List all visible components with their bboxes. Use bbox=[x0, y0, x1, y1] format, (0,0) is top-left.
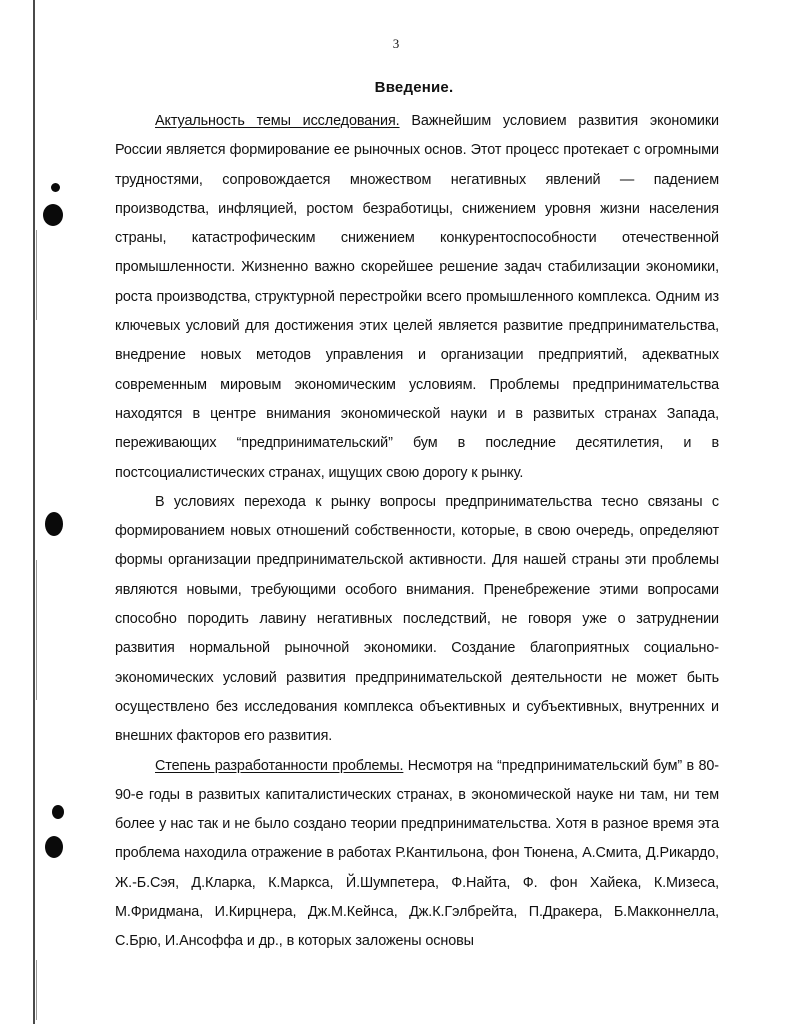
body-text bbox=[115, 107, 719, 957]
binding-edge-speck bbox=[36, 560, 37, 700]
paragraph-text-relevance: Важнейшим условием развития экономики России является формирование ее рыночных основ. Этот процесс протекает с огромными трудностями, сопровождается множеством негативных явлений — падением производства, инфляцией, ростом безработицы, снижением уровня жизни населения страны, катастрофическим снижением конкурентоспособности отечественной промышленности. Жизненно важно скорейшее решение задач стабилизации экономики, роста производства, структурной перестройки всего промышленного комплекса. Одним из ключевых условий для достижения этих целей является развитие предпринимательства, внедрение новых методов управления и организации предприятий, адекватных современным мировым экономическим условиям. Проблемы предпринимательства находятся в центре внимания экономической науки и в развитых странах Запада, переживающих “предпринимательский” бум в последние десятилетия, и в постсоциалистических странах, ищущих свою дорогу к рынку. bbox=[115, 113, 719, 481]
paragraph-transition bbox=[115, 488, 719, 752]
paragraph-lead-relevance: Актуальность темы исследования. bbox=[155, 113, 400, 129]
punch-hole-mark bbox=[45, 836, 63, 858]
section-title: Введение. bbox=[374, 79, 454, 96]
punch-hole-mark bbox=[45, 512, 63, 536]
punch-hole-mark bbox=[51, 183, 60, 192]
punch-hole-mark bbox=[43, 204, 63, 226]
paragraph-text-transition: В условиях перехода к рынку вопросы предпринимательства тесно связаны с формированием новых отношений собственности, которые, в свою очередь, определяют формы организации предпринимательской активности. Для нашей страны эти проблемы являются новыми, требующими особого внимания. Пренебрежение этими вопросами способно породить лавину негативных последствий, не говоря уже о затруднении развития нормальной рыночной экономики. Создание благоприятных социально-экономических условий развития предпринимательской деятельности не может быть осуществлено без исследования комплекса объективных и субъективных, внутренних и внешних факторов его развития. bbox=[115, 493, 719, 745]
paragraph-relevance bbox=[115, 107, 719, 488]
page-number: 3 bbox=[392, 36, 400, 51]
binding-edge-speck bbox=[36, 960, 37, 1020]
binding-edge-line bbox=[33, 0, 35, 1024]
paragraph-text-development-degree: Несмотря на “предпринимательский бум” в 80-90-е годы в развитых капиталистических странах, в экономической науке ни там, ни тем более у нас так и не было создано теории предпринимательства. Хотя в разное время эта проблема находила отражение в работах Р.Кантильона, фон Тюнена, А.Смита, Д.Рикардо, Ж.-Б.Сэя, Д.Кларка, К.Маркса, Й.Шумпетера, Ф.Найта, Ф. фон Хайека, К.Мизеса, М.Фридмана, И.Кирцнера, Дж.М.Кейнса, Дж.К.Гэлбрейта, П.Дракера, Б.Макконнелла, С.Брю, И.Ансоффа и др., в которых заложены основы bbox=[115, 757, 719, 950]
paragraph-lead-development-degree: Степень разработанности проблемы. bbox=[155, 757, 404, 774]
punch-hole-mark bbox=[52, 805, 64, 819]
binding-edge-speck bbox=[36, 230, 37, 320]
paragraph-development-degree bbox=[115, 752, 719, 957]
